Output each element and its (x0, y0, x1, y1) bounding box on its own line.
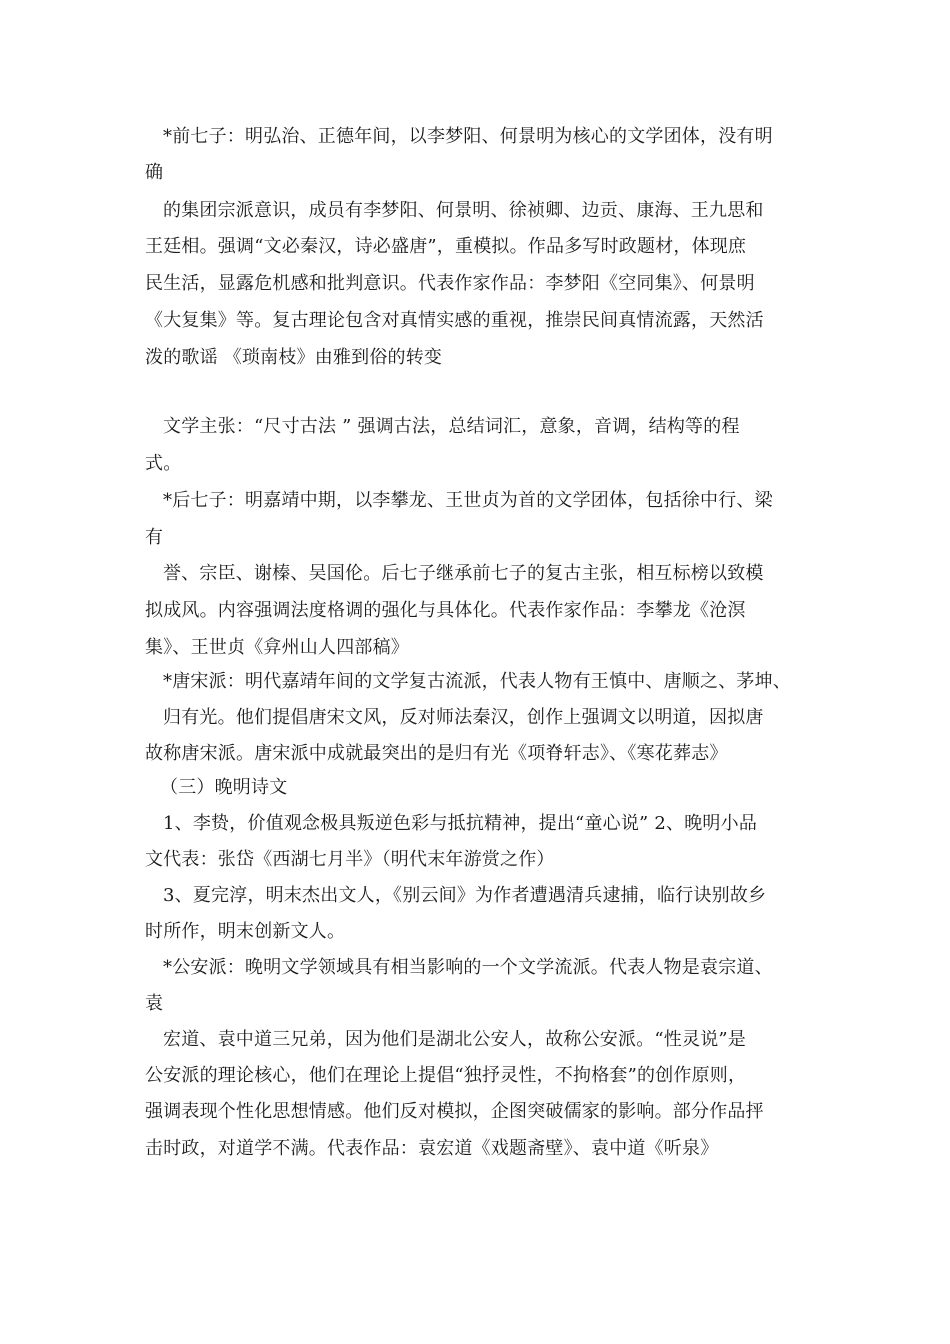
text-line: 民生活，显露危机感和批判意识。代表作家作品：李梦阳《空同集》、何景明 (145, 273, 755, 294)
text-line: *后七子：明嘉靖中期，以李攀龙、王世贞为首的文学团体，包括徐中行、梁 (163, 490, 773, 511)
text-line: 誉、宗臣、谢榛、吴国伦。后七子继承前七子的复古主张，相互标榜以致模 (163, 563, 764, 584)
text-line: 的集团宗派意识，成员有李梦阳、何景明、徐祯卿、边贡、康海、王九思和 (163, 200, 764, 221)
text-line: 泼的歌谣 《琐南枝》由雅到俗的转变 (145, 347, 443, 368)
text-line: *唐宋派：明代嘉靖年间的文学复古流派，代表人物有王慎中、唐顺之、茅坤、 (163, 671, 791, 692)
text-line: 3、夏完淳，明末杰出文人，《别云间》为作者遭遇清兵逮捕，临行诀别故乡 (163, 885, 767, 906)
text-line: 文学主张：“尺寸古法 ” 强调古法，总结词汇，意象，音调，结构等的程 (163, 416, 740, 437)
section-heading: （三）晚明诗文 (160, 777, 288, 798)
text-line: 《大复集》等。复古理论包含对真情实感的重视，推崇民间真情流露，天然活 (145, 310, 764, 331)
text-line: 故称唐宋派。唐宋派中成就最突出的是归有光《项脊轩志》、《寒花葬志》 (145, 743, 728, 764)
text-line: 拟成风。内容强调法度格调的强化与具体化。代表作家作品：李攀龙《沧溟 (145, 600, 746, 621)
text-line: 归有光。他们提倡唐宋文风，反对师法秦汉，创作上强调文以明道，因拟唐 (163, 707, 764, 728)
text-line: 文代表：张岱《西湖七月半》（明代末年游赏之作） (145, 849, 555, 870)
text-line: 王廷相。强调“文必秦汉，诗必盛唐”，重模拟。作品多写时政题材，体现庶 (145, 236, 747, 257)
text-line: 宏道、袁中道三兄弟，因为他们是湖北公安人，故称公安派。“性灵说”是 (163, 1029, 747, 1050)
text-line: 有 (145, 527, 164, 548)
text-line: 集》、王世贞《弇州山人四部稿》 (145, 637, 409, 658)
text-line: 确 (145, 162, 164, 183)
text-line: *前七子：明弘治、正德年间，以李梦阳、何景明为核心的文学团体，没有明 (163, 126, 773, 147)
text-line: 击时政，对道学不满。代表作品：袁宏道《戏题斋壁》、袁中道《听泉》 (145, 1138, 719, 1159)
text-line: 时所作，明末创新文人。 (145, 921, 346, 942)
text-line: 袁 (145, 993, 164, 1014)
text-line: 公安派的理论核心，他们在理论上提倡“独抒灵性，不拘格套”的创作原则， (145, 1065, 747, 1086)
text-line: 式。 (145, 453, 182, 474)
text-line: 强调表现个性化思想情感。他们反对模拟，企图突破儒家的影响。部分作品抨 (145, 1101, 764, 1122)
text-line: *公安派：晚明文学领域具有相当影响的一个文学流派。代表人物是袁宗道、 (163, 957, 773, 978)
text-line: 1、李贽，价值观念极具叛逆色彩与抵抗精神，提出“童心说” 2、晚明小品 (163, 813, 758, 834)
